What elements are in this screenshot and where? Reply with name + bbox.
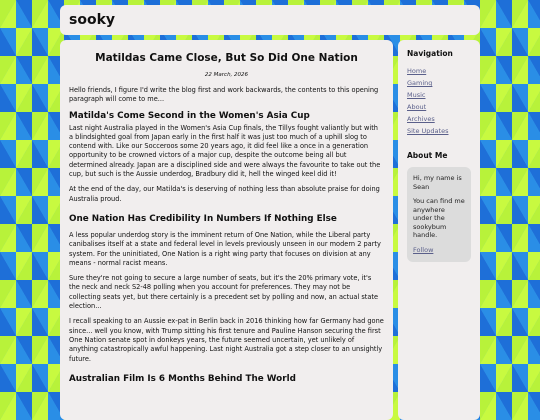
follow-link[interactable]: Follow [413,245,434,254]
post-date: 22 March, 2026 [204,72,249,78]
nav-link-site-updates[interactable]: Site Updates [407,127,449,135]
site-header [60,5,480,35]
nav-item-gaming [407,77,471,89]
site-title[interactable]: sooky [69,12,116,28]
nav-link-about[interactable]: About [407,103,427,111]
section-heading: One Nation Has Credibility In Numbers If Nothing Else [69,213,337,224]
nav-item-archives [407,113,471,125]
main-content [60,40,393,420]
section-paragraph: Last night Australia played in the Women's Asia Cup finals, the Tillys fought valiantly but with a blindsighted goal from Japan early in the first half it was just too much of a uphill slog to contend with. Like our Socceroos some 20 years ago, it did feel like a once in a generation opportunity to be crowned victors of a major cup, despite the outcome being all but determined already. Japan are a disciplined side and were always the favourite to take out the cup, but such is the Aussie underdog, Bradbury did it, hell the winged keel did it! [69,123,381,179]
nav-link-home[interactable]: Home [407,67,427,75]
nav-link-archives[interactable]: Archives [407,115,435,123]
nav-link-gaming[interactable]: Gaming [407,79,433,87]
section-paragraph: I recall speaking to an Aussie ex-pat in Berlin back in 2016 thinking how far Germany had gone since... well you know, with Trump sitting his first tenure and Pauline Hanson securing the first One Nation senate spot in donkeys years, the future seemed uncertain, yet unlikely of anything catastropically awful happening. Last night Australia got a step closer to an unsightly future. [69,317,384,363]
about-box [407,167,471,262]
post-intro: Hello friends, I figure I'd write the blog first and work backwards, the contents to this opening paragraph will come to me... [69,86,379,104]
section-paragraph: At the end of the day, our Matilda's is deserving of nothing less than absolute praise for doing Australia proud. [69,185,380,203]
about-handle-text: You can find me anywhere under the sookybum handle. [413,197,465,239]
post-title: Matildas Came Close, But So Did One Nation [95,52,358,64]
section-heading: Matilda's Come Second in the Women's Asia Cup [69,110,310,121]
section-heading: Australian Film Is 6 Months Behind The World [69,373,296,384]
nav-item-home [407,65,471,77]
nav-item-about [407,101,471,113]
nav-item-music [407,89,471,101]
about-greeting: Hi, my name is Sean [413,174,462,191]
nav-heading: Navigation [407,49,453,58]
section-paragraph: A less popular underdog story is the imminent return of One Nation, while the Liberal party canibalises itself at a state and federal level in levels previously unseen in our modern 2 party system. For the uninitiated, One Nation is a right wing party that focuses on division at any means - normal racist means. [69,230,381,267]
about-heading: About Me [407,151,448,160]
nav-link-music[interactable]: Music [407,91,426,99]
section-paragraph: Sure they're not going to secure a large number of seats, but it's the 20% primary vote, it's the neck and neck S2-48 polling when you account for preferences. They may not be collecting seats yet, but there certainly is a precedent set by polling and now, an actual state election... [69,274,379,311]
nav-item-site-updates [407,125,471,137]
nav-list [407,65,471,137]
sidebar [398,40,480,420]
